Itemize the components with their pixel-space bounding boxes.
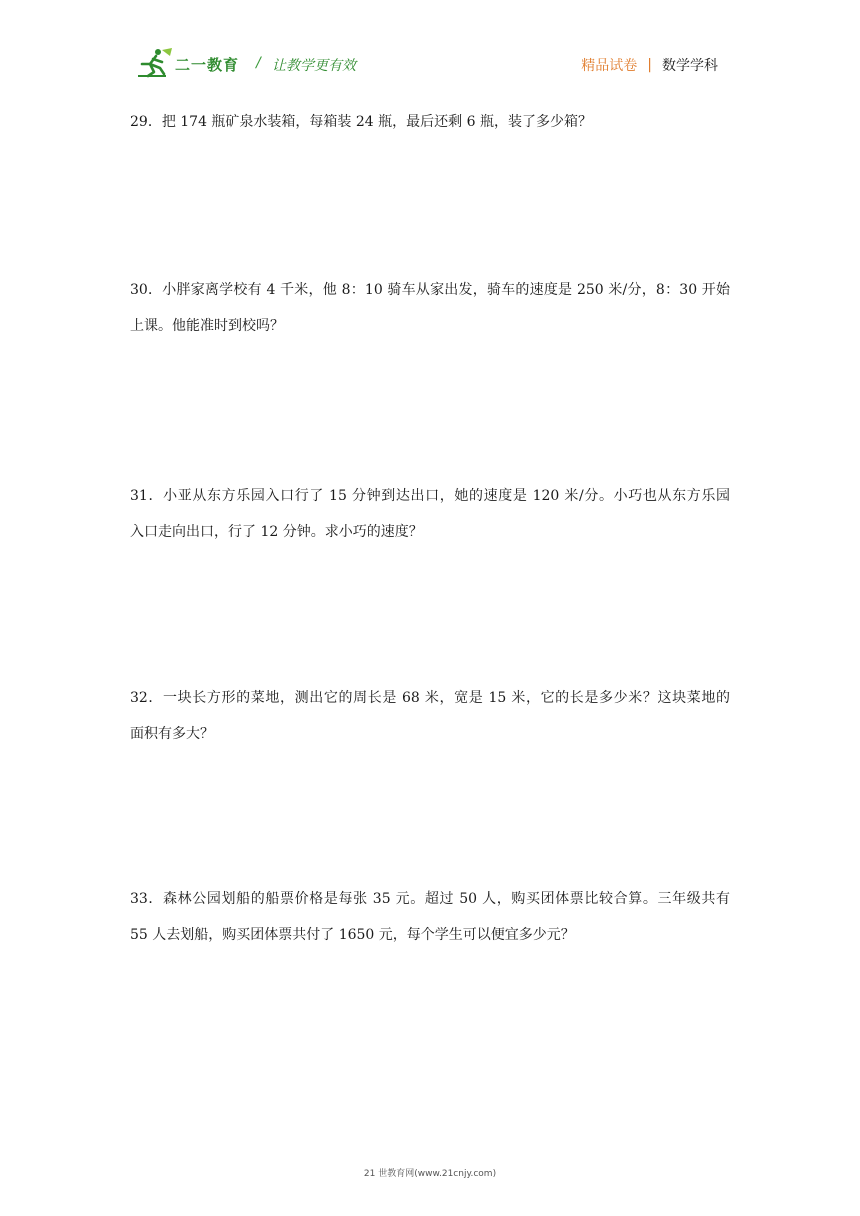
quality-label: 精品试卷 <box>581 58 638 74</box>
header-separator: / <box>256 55 261 71</box>
page-header <box>0 0 860 90</box>
question-32 <box>130 680 730 752</box>
question-32-line-1: 32．一块长方形的菜地，测出它的周长是 68 米，宽是 15 米，它的长是多少米？这块菜地的 <box>130 690 730 706</box>
brand-slogan: 让教学更有效 <box>272 58 356 74</box>
page-footer: 21 世教育网(www.21cnjy.com) <box>363 1169 497 1179</box>
question-31-line-1: 31．小亚从东方乐园入口行了 15 分钟到达出口，她的速度是 120 米/分。小巧也从东方乐园 <box>130 488 730 504</box>
question-31-line-2: 入口走向出口，行了 12 分钟。求小巧的速度？ <box>130 524 423 540</box>
question-33 <box>130 881 730 953</box>
question-30-line-2: 上课。他能准时到校吗？ <box>130 318 284 334</box>
question-29 <box>130 104 730 140</box>
question-31 <box>130 478 730 550</box>
question-33-line-2: 55 人去划船，购买团体票共付了 1650 元，每个学生可以便宜多少元？ <box>130 927 575 943</box>
header-right <box>581 55 718 75</box>
header-divider: | <box>647 57 652 73</box>
question-30-line-1: 30．小胖家离学校有 4 千米，他 8：10 骑车从家出发，骑车的速度是 250 米/分，8：30 开始 <box>130 282 730 298</box>
question-30 <box>130 272 730 344</box>
subject-label: 数学学科 <box>662 58 718 74</box>
question-29-line-1: 29．把 174 瓶矿泉水装箱，每箱装 24 瓶，最后还剩 6 瓶，装了多少箱？ <box>130 114 592 130</box>
brand-name: 二一教育 <box>175 56 240 74</box>
question-33-line-1: 33．森林公园划船的船票价格是每张 35 元。超过 50 人，购买团体票比较合算。三年级共有 <box>130 891 730 907</box>
question-32-line-2: 面积有多大？ <box>130 726 214 742</box>
